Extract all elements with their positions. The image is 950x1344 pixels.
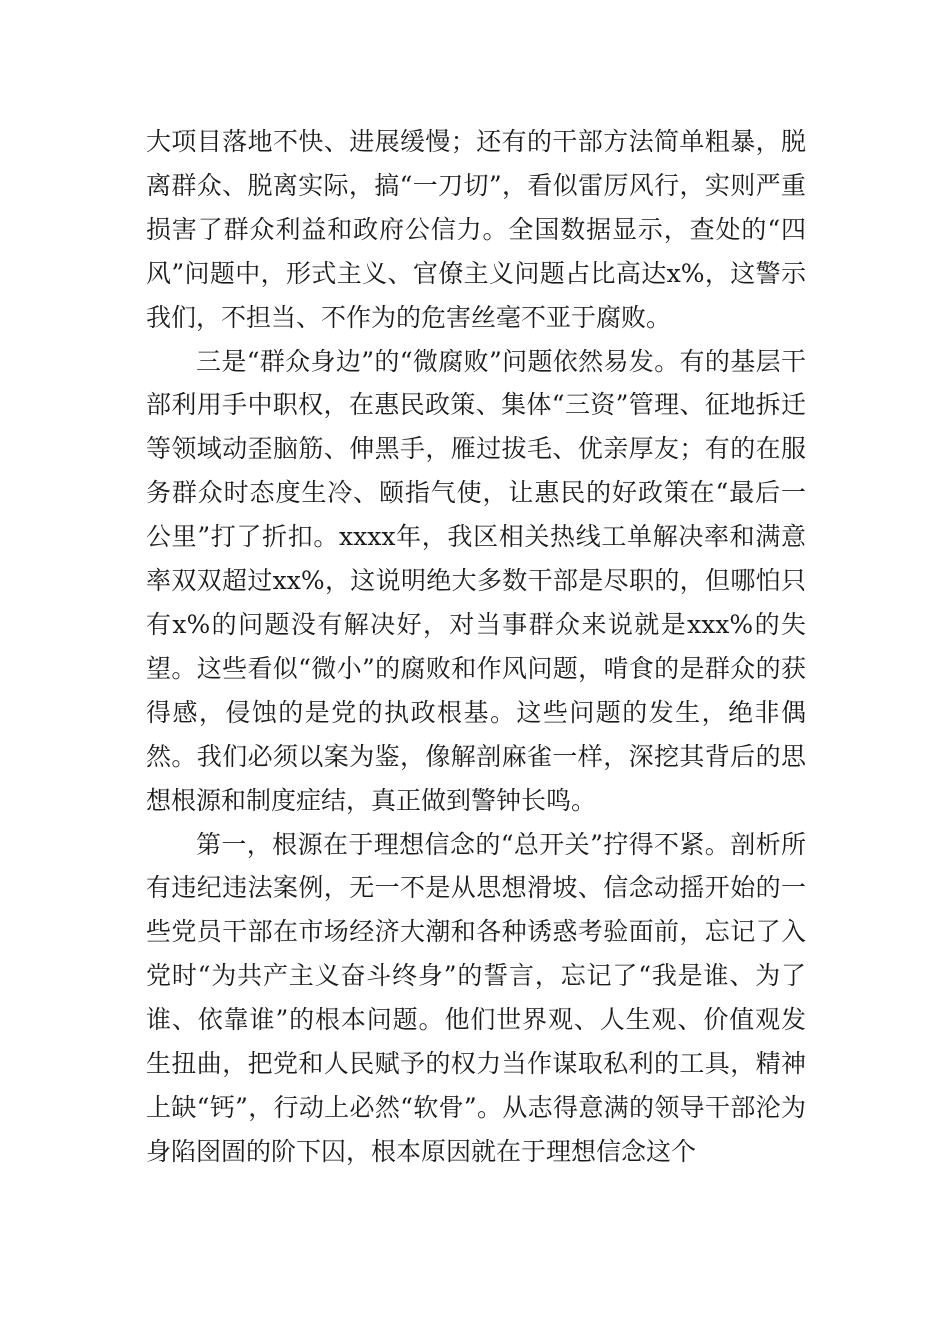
paragraph-ideals-beliefs: 第一，根源在于理想信念的“总开关”拧得不紧。剖析所有违纪违法案例，无一不是从思想滑坡、信念动摇开始的一些党员干部在市场经济大潮和各种诱惑考验面前，忘记了入党时“为共产主义奋斗终身”的誓言，忘记了“我是谁、为了谁、依靠谁”的根本问题。他们世界观、人生观、价值观发生扭曲，把党和人民赋予的权力当作谋取私利的工具，精神上缺“钙”，行动上必然“软骨”。从志得意满的领导干部沦为身陷囹圄的阶下囚，根本原因就在于理想信念这个 [146,829,806,1166]
document-body [146,120,806,1174]
paragraph-micro-corruption: 三是“群众身边”的“微腐败”问题依然易发。有的基层干部利用手中职权，在惠民政策、集体“三资”管理、征地拆迁等领域动歪脑筋、伸黑手，雁过拔毛、优亲厚友；有的在服务群众时态度生冷、颐指气使，让惠民的好政策在“最后一公里”打了折扣。xxxx年，我区相关热线工单解决率和满意率双双超过xx%，这说明绝大多数干部是尽职的，但哪怕只有x%的问题没有解决好，对当事群众来说就是xxx%的失望。这些看似“微小”的腐败和作风问题，啃食的是群众的获得感，侵蚀的是党的执政根基。这些问题的发生，绝非偶然。我们必须以案为鉴，像解剖麻雀一样，深挖其背后的思想根源和制度症结，真正做到警钟长鸣。 [146,346,806,815]
paragraph-continuation: 大项目落地不快、进展缓慢；还有的干部方法简单粗暴，脱离群众、脱离实际，搞“一刀切”，看似雷厉风行，实则严重损害了群众利益和政府公信力。全国数据显示，查处的“四风”问题中，形式主义、官僚主义问题占比高达x%，这警示我们，不担当、不作为的危害丝毫不亚于腐败。 [146,127,806,332]
